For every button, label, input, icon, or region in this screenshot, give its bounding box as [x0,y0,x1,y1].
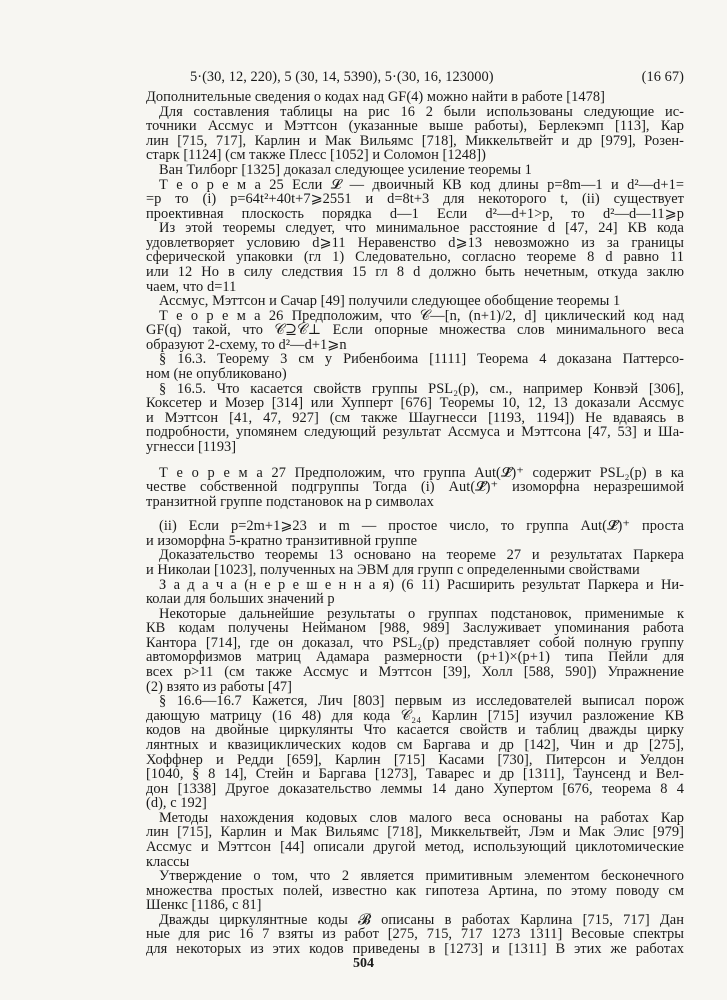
text-line: (2) взято из работы [47] [146,678,292,695]
text-line: (ii) Если p=2m+1⩾23 и m — простое число, то группа Aut(𝓛̂)⁺ проста [159,518,684,535]
text-line: КВ кодам получены Нейманом [988, 989] Заслуживает упоминания работа [146,620,684,637]
text-line: лин [715, 717], Карлин и Мак Вильямс [718], Миккельтвейт и др [979], Розен- [146,132,684,149]
text-line: транзитной группе подстановок на p символах [146,493,434,510]
text-line: Кантора [714], где он доказал, что PSL₂(p) представляет собой полную группу [146,634,684,651]
text-line: З а д а ч а (н е р е ш е н н а я) (6 11) Расширить результат Паркера и Ни- [159,576,684,593]
text-line: угнесси [1193] [146,438,237,455]
text-line: § 16.6—16.7 Кажется, Лич [803] первым из исследователей выписал порож [159,693,684,710]
text-line: ные для рис 16 7 взяты из работ [275, 715, 717 1273 1311] Весовые спектры [146,926,684,943]
text-line: всех p>11 (см также Ассмус и Мэттсон [39], Холл [588, 590]) Упражнение [146,664,684,680]
formula-number: (16 67) [641,69,684,85]
text-line: подробности, упомянем следующий результат Ассмуса и Мэттсона [47, 53] и Ша- [146,424,684,441]
text-line: и изоморфна 5-кратно транзитивной группе [146,532,418,549]
text-line: и Мэттсон [41, 47, 927] (см также Шаугнесси [1193, 1194]) Не вдаваясь в [146,409,684,426]
text-line: колаи для больших значений p [146,591,335,608]
page-number: 504 [353,956,374,971]
text-line: Дважды циркулянтные коды 𝓑 описаны в работах Карлина [715, 717] Дан [159,911,684,928]
text-line: Для составления таблицы на рис 16 2 были использованы следующие ис- [159,103,684,120]
text-line: кодов на двойные циркулянты Что касается свойств и таблиц дважды цирку [146,722,684,739]
text-line: и Николаи [1023], полученных на ЭВМ для групп с определенными свойствами [146,562,640,578]
text-line: классы [146,853,190,870]
text-line: Т е о р е м а 26 Предположим, что 𝒞—[n, (n+1)/2, d] циклический код над [159,307,684,324]
text-line: § 16.3. Теорему 3 см у Рибенбоима [1111] Теорема 4 доказана Паттерсо- [159,351,684,368]
text-line: Методы нахождения кодовых слов малого веса основаны на работах Кар [159,809,684,826]
text-line: Из этой теоремы следует, что минимальное расстояние d [47, 24] КВ кода [159,220,684,237]
text-line: дон [1338] Другое доказательство леммы 14 дано Хупертом [676, теорема 8 4 [146,780,684,797]
text-line: Коксетер и Мозер [314] или Хупперт [676] Теоремы 10, 12, 13 доказали Ассмус [146,395,684,412]
text-line: образуют 2-схему, то d²—d+1⩾n [146,336,347,353]
text-line: старк [1124] (см также Плесс [1052] и Соломон [1248]) [146,147,486,164]
text-line: или 12 Но в силу следствия 15 гл 8 d должно быть нечетным, откуда заклю [146,263,684,280]
text-line: Доказательство теоремы 13 основано на теореме 27 и результатах Паркера [159,547,684,564]
text-line: чаем, что d=11 [146,278,237,295]
text-line: автоморфизмов матриц Адамара размерности (p+1)×(p+1) типа Пейли для [146,649,684,666]
text-line: лянтных и квазициклических кодов см Баргава и др [142], Чин и др [275], [146,736,684,753]
text-line: Ассмус, Мэттсон и Сачар [49] получили следующее обобщение теоремы 1 [159,293,621,310]
display-formula [146,68,684,86]
formula-expression: 5·(30, 12, 220), 5 (30, 14, 5390), 5·(30, 16, 123000) [190,69,494,85]
text-line: Некоторые дальнейшие результаты о группах подстановок, применимые к [159,605,684,622]
text-line: лин [715], Карлин и Мак Вильямс [718], Миккельтвейт, Лэм и Мак Элис [979] [146,824,684,841]
text-line: Шенкс [1186, с 81] [146,897,262,914]
text-line: сферической упаковки (гл 1) Следовательно, согласно теореме 8 d равно 11 [146,249,684,266]
text-line: Дополнительные сведения о кодах над GF(4) можно найти в работе [1478] [146,89,605,105]
text-line: =p то (i) p=64t²+40t+7⩾2551 и d=8t+3 для некоторого t, (ii) существует [146,191,684,207]
text-line: Ван Тилборг [1325] доказал следующее усиление теоремы 1 [159,161,532,178]
text-line: удовлетворяет условию d⩾11 Неравенство d⩾13 невозможно из за границы [146,234,684,251]
text-line: GF(q) такой, что 𝒞⊇𝒞⊥ Если опорные множества слов минимального веса [146,322,684,339]
text-line: дающую матрицу (16 48) для кода 𝒞₂₄ Карлин [715] изучил разложение КВ [146,707,684,724]
text-line: [1040, § 8 14], Стейн и Баргава [1273], Таварес и др [1311], Таунсенд и Вел- [146,766,684,783]
text-line: Хоффнер и Редди [659], Карлин [715] Касами [730], Питерсон и Уелдон [146,751,684,768]
text-line: честве собственной подгруппы Тогда (i) Aut(𝓛̂)⁺ изоморфна неразрешимой [146,479,684,496]
text-line: § 16.5. Что касается свойств группы PSL₂(p), см., например Конвэй [306], [159,380,684,397]
text-line: проективная плоскость порядка d—1 Если d²—d+1>p, то d²—d—11⩾p [146,205,684,222]
text-line: множества простых полей, известно как гипотеза Артина, по этому поводу см [146,882,684,899]
text-line: (d), с 192] [146,795,207,812]
text-line: Ассмус и Мэттсон [44] описали другой метод, использующий циклотомические [146,839,684,855]
text-line: Т е о р е м а 27 Предположим, что группа Aut(𝓛̂)⁺ содержит PSL₂(p) в ка [159,464,684,481]
text-line: Утверждение о том, что 2 является примитивным элементом бесконечного [159,868,684,885]
text-line: Т е о р е м а 25 Если 𝓛 — двоичный КВ код длины p=8m—1 и d²—d+1= [159,176,684,193]
text-line: для некоторых из этих кодов приведены в [1273] и [1311] В этих же работах [146,941,684,957]
text-line: ном (не опубликовано) [146,366,287,382]
text-line: точники Ассмус и Мэттсон (указанные выше работы), Берлекэмп [113], Кар [146,118,684,135]
